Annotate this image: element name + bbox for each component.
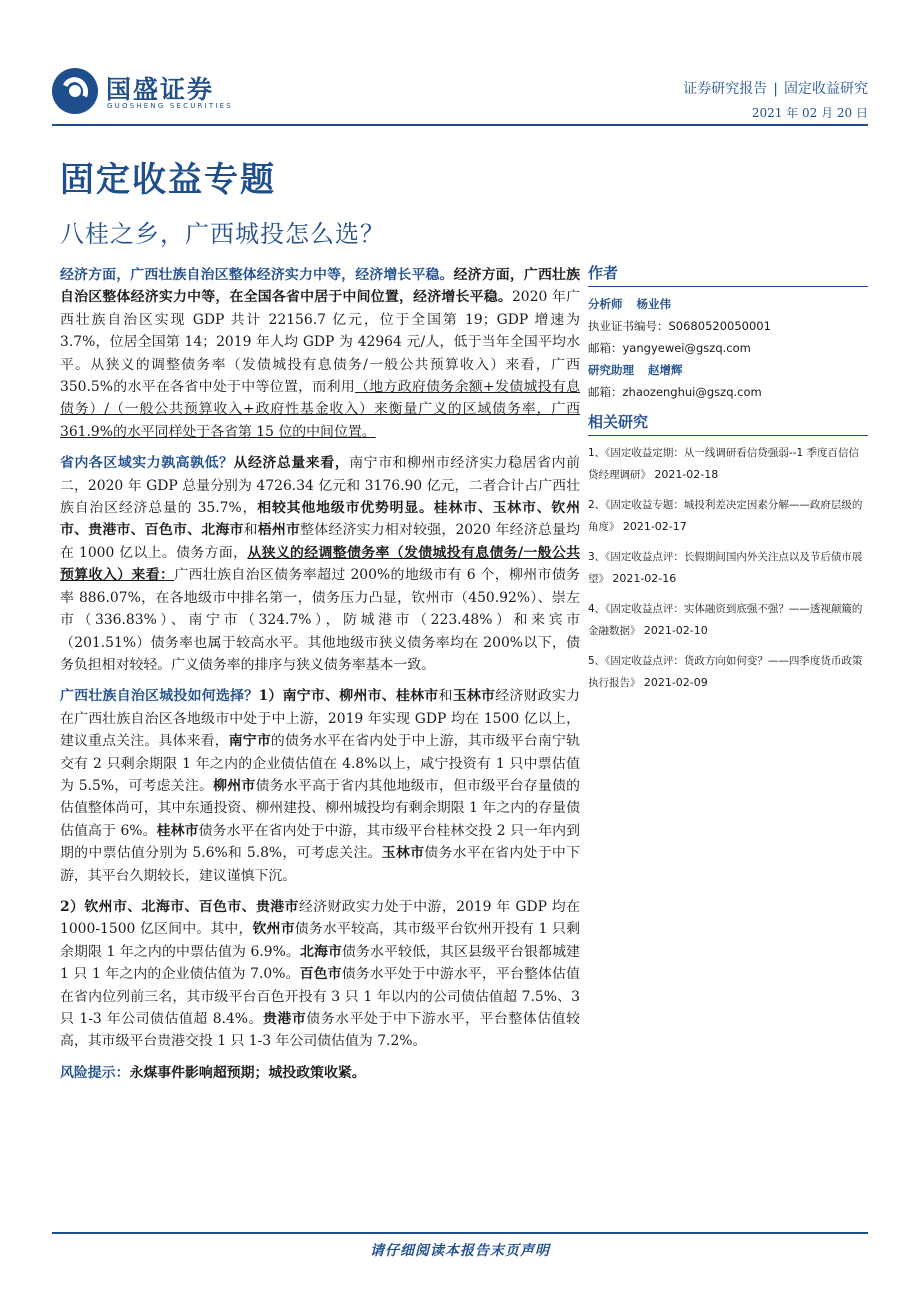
related-title: 5、《固定收益点评：货政方向如何变？——四季度货币政策执行报告》 [588,655,863,689]
bold-sel-1: 1）南宁市、柳州市、桂林市 [258,688,439,705]
analyst-email[interactable]: 邮箱：yangyewei@gszq.com [588,341,751,355]
sidebar [588,262,868,702]
lead-risk: 风险提示： [60,1064,130,1081]
assistant-email[interactable]: 邮箱：zhaozenghui@gszq.com [588,385,762,399]
related-item[interactable] [588,546,868,590]
text-sel2-2: 债务水平较高，其市级平台钦州开投有 1 只剩余期限 1 年之内的中票估值为 6.9%。 [60,921,580,960]
text-sel-2: 经济财政实力在广西壮族自治区各地级市中处于中上游，2019 年实现 GDP 均在 1500 亿以上，建议重点关注。具体来看， [60,688,580,750]
text-regions-3: 整体经济实力相对较强，2020 年经济总量均在 1000 亿以上。债务方面， [60,522,580,561]
related-title: 4、《固定收益点评：实体融资到底强不强？——透视颠簸的金融数据》 [588,603,863,637]
related-date: 2021-02-09 [643,676,708,689]
text-regions-1: 南宁市和柳州市经济实力稳居省内前二，2020 年 GDP 总量分别为 4726.34 亿元和 3176.90 亿元，二者合计占广西壮族自治区经济总量的 35.7%， [60,455,580,517]
paragraph-economy [60,264,580,443]
text-regions-4: 广西壮族自治区债务率超过 200%的地级市有 6 个，柳州市债务率 886.07%，在各地级市中排名第一，债务压力凸显，钦州市（450.92%）、崇左市（336.83%）、南宁市（324.7%），防城港市（223.48%）和来宾市（201.51%）债务率也属于较高水平。其他地级市狭义债务率均在 200%以下，债务负担相对较轻。广义债务率的排序与狭义债务率基本一致。 [60,567,580,673]
bold-sel2-2: 钦州市 [252,921,295,938]
report-date: 2021 年 02 月 20 日 [751,106,868,120]
related-date: 2021-02-16 [612,572,677,585]
logo-cn: 国盛证券 [106,75,215,104]
text-regions-2: 和 [243,522,258,539]
logo-en: GUOSHENG SECURITIES [107,102,233,110]
lead-selection: 广西壮族自治区城投如何选择？ [60,688,259,705]
text-sel-3: 的债务水平在省内处于中上游，其市级平台南宁轨交有 2 只剩余期限 1 年之内的企业债估值在 4.8%以上，咸宁投资有 1 只中票估值为 5.5%，可考虑关注。 [60,733,580,794]
report-header [0,0,920,140]
footer-disclaimer: 请仔细阅读本报告末页声明 [370,1243,550,1259]
header-separator: | [773,81,778,97]
related-item[interactable] [588,650,868,694]
related-date: 2021-02-10 [643,624,708,637]
bold-sel2-3: 北海市 [299,943,342,960]
text-sel2-5: 债务水平处于中下游水平，平台整体估值较高，其市级平台贵港交投 1 只 1-3 年公司债估值为 7.2%。 [60,1011,580,1050]
text-risk: 永煤事件影响超预期；城投政策收紧。 [129,1064,366,1081]
header-divider [52,124,868,126]
lead-economy: 经济方面，广西壮族自治区整体经济实力中等，经济增长平稳。 [60,267,454,283]
bold-regions-3: 梧州市 [257,522,301,539]
report-field: 固定收益研究 [784,81,868,97]
related-item[interactable] [588,494,868,538]
analyst-role: 分析师 [588,297,623,311]
text-sel2-4: 债务水平处于中游水平，平台整体估值在省内位列前三名，其市级平台百色开投有 3 只 1 年以内的公司债估值超 7.5%、3 只 1-3 年公司债估值超 8.4%。 [60,966,580,1027]
bold-sel-3: 南宁市 [228,733,271,750]
related-title: 1、《固定收益定期：从一线调研看信贷强弱--1 季度百信信贷经理调研》 [588,447,860,481]
underline-regions: 从狭义的经调整债务率（发债城投有息债务/一般公共预算收入）来看： [60,544,581,584]
page-title: 固定收益专题 [60,160,276,200]
bold-sel-6: 玉林市 [381,845,425,862]
analyst-row [588,293,868,315]
analyst-name: 杨业伟 [636,297,671,311]
bold-sel-4: 柳州市 [213,777,256,794]
bold-regions-2: 相较其他地级市优势明显。桂林市、玉林市、钦州市、贵港市、百色市、北海市 [60,500,580,539]
paragraph-regions [60,452,580,676]
underline-economy: （地方政府债务余额+发债城投有息债务）/（一般公共预算收入+政府性基金收入）来衡量广义的区域债务率，广西 361.9%的水平同样处于各省第 15 位的中间位置。 [60,379,580,440]
paragraph-selection-1 [60,685,580,887]
related-date: 2021-02-18 [654,468,719,481]
paragraph-selection-2 [60,896,580,1053]
page-subtitle: 八桂之乡，广西城投怎么选？ [60,220,385,248]
report-category [683,78,868,98]
report-type: 证券研究报告 [683,81,768,97]
related-item[interactable] [588,598,868,642]
text-sel-1: 和 [438,688,453,705]
bold-sel-5: 桂林市 [156,822,199,839]
logo-icon [52,68,98,114]
license-number: 执业证书编号：S0680520050001 [588,319,771,333]
assistant-name: 赵增辉 [648,363,683,377]
related-title: 3、《固定收益点评：长假期间国内外关注点以及节后债市展望》 [588,551,863,585]
text-sel-6: 债务水平在省内处于中下游，其平台久期较长，建议谨慎下沉。 [60,845,580,884]
related-heading: 相关研究 [588,411,868,436]
related-title: 2、《固定收益专题：城投利差决定因素分解——政府层级的角度》 [588,499,863,533]
bold-sel2-4: 百色市 [299,966,342,983]
bold-regions-1: 从经济总量来看， [233,455,350,472]
related-item[interactable] [588,442,868,486]
text-economy: 2020 年广西壮族自治区实现 GDP 共计 22156.7 亿元，位于全国第 19；GDP 增速为 3.7%，位居全国第 14；2019 年人均 GDP 为 42964 元/人，低于当年全国平均水平。从狭义的调整债务率（发债城投有息债务/一般公共预算收入）来看，广西 350.5%的水平在各省中处于中等位置，而利用 [60,289,580,396]
bold-sel-2: 玉林市 [452,688,496,705]
related-date: 2021-02-17 [622,520,687,533]
assistant-row [588,359,868,381]
text-sel2-3: 债务水平较低，其区县级平台银都城建 1 只 1 年之内的企业债估值为 7.0%。 [60,943,580,983]
author-heading: 作者 [588,262,868,287]
bold-sel2-1: 2）钦州市、北海市、百色市、贵港市 [60,898,299,915]
footer-divider [52,1232,868,1234]
company-logo [52,68,252,118]
text-sel-4: 债务水平高于省内其他地级市，但市级平台存量债的估值整体尚可，其中东通投资、柳州建投、柳州城投均有剩余期限 1 年之内的存量债估值高于 6%。 [60,777,580,839]
report-body [60,264,580,1093]
text-sel2-1: 经济财政实力处于中游，2019 年 GDP 均在 1000-1500 亿区间中。其中， [60,898,580,938]
bold-economy: 经济方面，广西壮族自治区整体经济实力中等，在全国各省中居于中间位置，经济增长平稳。 [60,267,580,306]
paragraph-risk [60,1062,580,1084]
text-sel-5: 债务水平在省内处于中游，其市级平台桂林交投 2 只一年内到期的中票估值分别为 5.6%和 5.8%，可考虑关注。 [60,822,581,862]
bold-sel2-5: 贵港市 [262,1011,307,1027]
assistant-role: 研究助理 [588,363,634,377]
lead-regions: 省内各区域实力孰高孰低？ [60,455,234,472]
